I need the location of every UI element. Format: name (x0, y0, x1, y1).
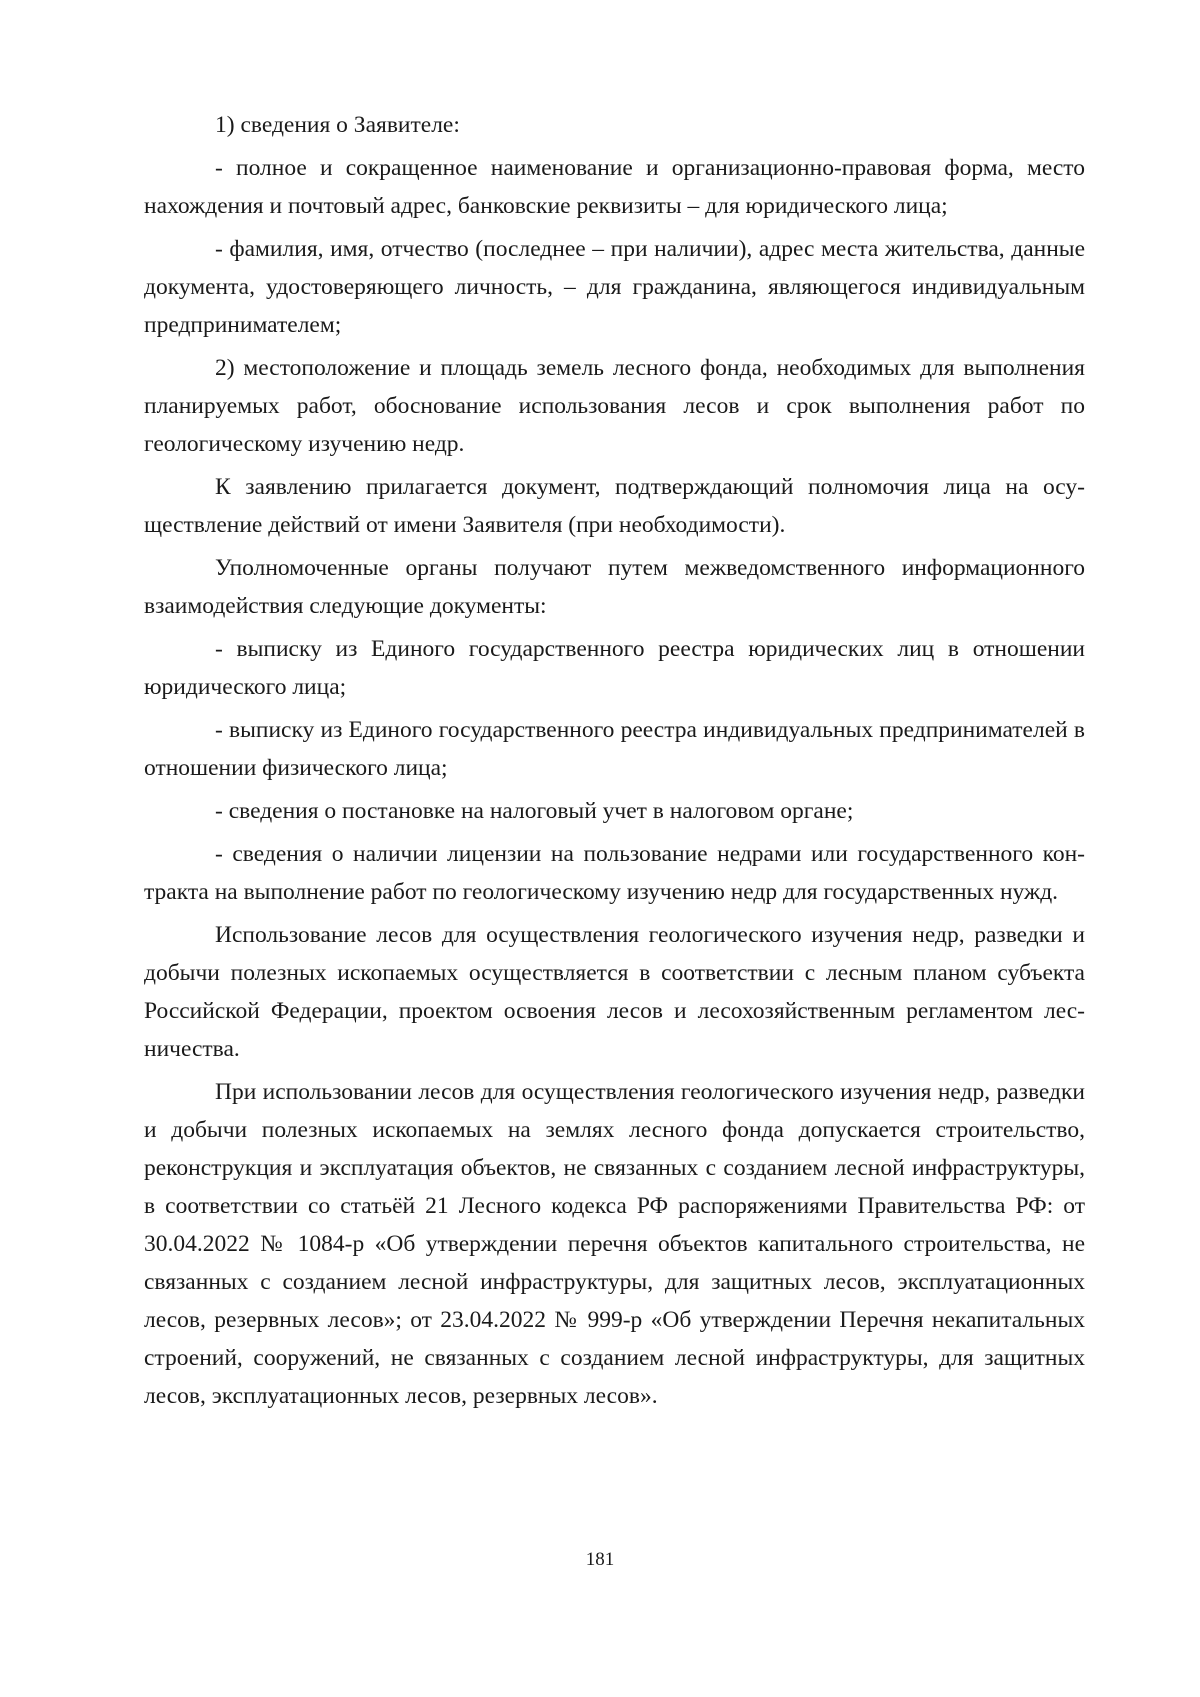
paragraph-applicant-info-heading: 1) сведения о Заявителе: (215, 112, 460, 138)
paragraph-forest-use-plan: Использование лесов для осуществления геологического изучения недр, разведки и добычи полезных ископаемых осуществляется в соответствии с лесным планом субъекта Российской Федерации, проектом освоения лесов и лесохозяйственным регламентом лесничества. (144, 922, 1085, 1062)
paragraph-egrip-extract: - выписку из Единого государственного реестра индивидуальных предпринимателей в отношении физического лица; (144, 717, 1085, 781)
paragraph-egrul-extract: - выписку из Единого государственного реестра юридических лиц в отношении юридического лица; (144, 636, 1085, 700)
document-body (144, 106, 1085, 1420)
paragraph-construction-objects: При использовании лесов для осуществления геологического изучения недр, разведки и добычи полезных ископаемых на землях лесного фонда допускается строительство, реконструкция и эксплуатация объектов, не связанных с созданием лесной инфраструктуры, в соответствии со статьёй 21 Лесного кодекса РФ распоряжениями Правительства РФ: от 30.04.2022 № 1084-р «Об утверждении перечня объектов капитального строительства, не связанных с созданием лесной инфраструктуры, для защитных лесов, эксплуатационных лесов, резервных лесов»; от 23.04.2022 № 999-р «Об утверждении Перечня некапитальных строений, сооружений, не связанных с созданием лесной инфраструктуры, для защитных лесов, эксплуатационных лесов, резервных лесов». (144, 1079, 1085, 1409)
paragraph-subsoil-license: - сведения о наличии лицензии на пользование недрами или государственного контракта на выполнение работ по геологическому изучению недр для государственных нужд. (144, 841, 1085, 905)
paragraph-location-and-area: 2) местоположение и площадь земель лесного фонда, необходимых для выполнения планируемых работ, обоснование использования лесов и срок выполнения работ по геологическому изучению недр. (144, 355, 1085, 457)
paragraph-tax-registration: - сведения о постановке на налоговый учет в налоговом органе; (215, 798, 854, 824)
paragraph-interagency-documents: Уполномоченные органы получают путем межведомственного информационного взаимодействия следующие документы: (144, 555, 1085, 619)
page-number: 181 (585, 1549, 615, 1570)
paragraph-authority-document: К заявлению прилагается документ, подтверждающий полномочия лица на осуществление действий от имени Заявителя (при необходимости). (144, 474, 1085, 538)
paragraph-legal-entity-details: - полное и сокращенное наименование и организационно-правовая форма, место нахождения и почтовый адрес, банковские реквизиты – для юридического лица; (144, 155, 1085, 219)
paragraph-individual-entrepreneur-details: - фамилия, имя, отчество (последнее – при наличии), адрес места жительства, данные документа, удостоверяющего личность, – для гражданина, являющегося индивидуальным предпринимателем; (144, 236, 1085, 338)
